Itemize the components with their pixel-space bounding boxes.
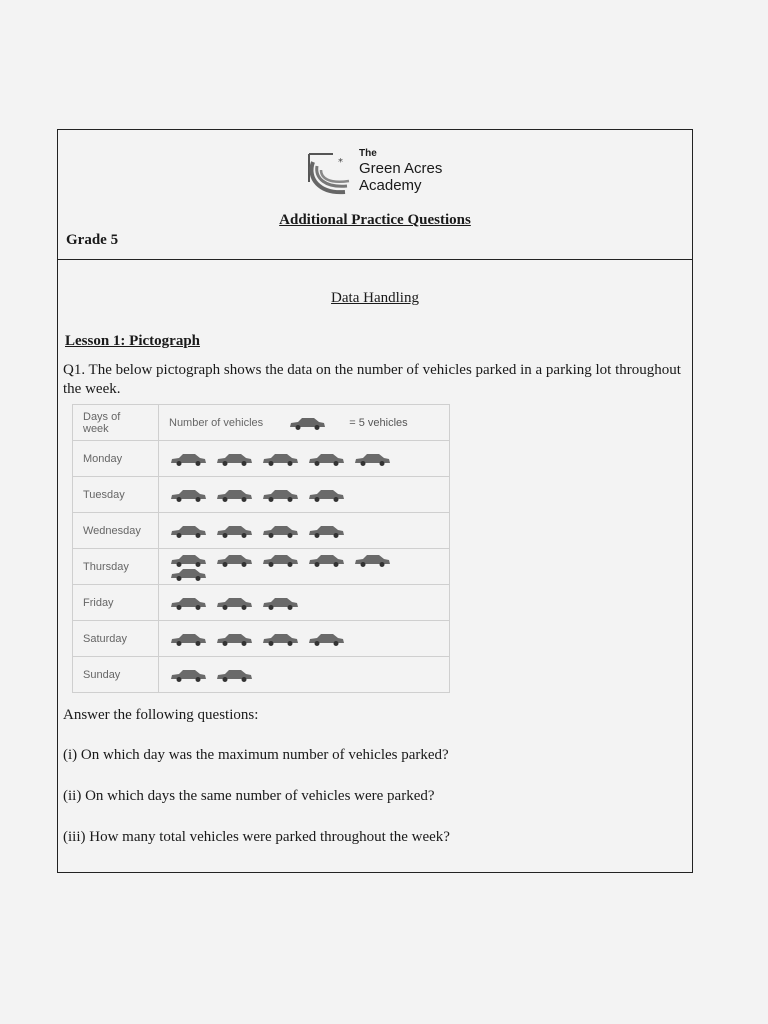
pictograph-row [73,657,450,693]
car-icon [169,596,207,610]
vehicle-icons-cell [159,513,450,549]
pictograph-row [73,549,450,585]
vehicle-icons-cell [159,549,450,585]
school-name-line2: Academy [359,177,422,194]
car-icon [215,553,253,567]
header-count-label: Number of vehicles [169,416,264,429]
day-label: Sunday [83,668,121,681]
day-label: Friday [83,596,114,609]
day-cell [73,621,159,657]
vehicle-icons-cell [159,657,450,693]
car-icon [169,567,207,581]
day-cell [73,585,159,621]
car-icon [169,488,207,502]
school-logo [305,148,465,204]
day-label: Saturday [83,632,128,645]
car-icon [261,632,299,646]
worksheet [57,129,693,873]
day-cell [73,549,159,585]
car-icon [353,452,391,466]
pictograph-table [72,404,450,693]
section-title: Data Handling [331,290,419,306]
car-icon [307,632,345,646]
day-cell [73,657,159,693]
day-label: Tuesday [83,488,125,501]
lesson-title: Lesson 1: Pictograph [65,333,200,349]
car-icon [261,524,299,538]
question-text: Q1. The below pictograph shows the data on the number of vehicles parked in a parking lot throughout the week. [63,362,681,397]
car-icon [261,553,299,567]
answer-heading: Answer the following questions: [63,707,259,723]
question-iii: (iii) How many total vehicles were parked throughout the week? [63,829,450,845]
car-icon [307,524,345,538]
key-text: = 5 vehicles [349,416,408,429]
header-day-cell [73,405,159,441]
car-icon [215,488,253,502]
car-icon [215,452,253,466]
car-icon [307,452,345,466]
car-icon [261,596,299,610]
school-name-prefix: The [359,148,377,159]
car-icon [215,524,253,538]
car-icon [215,596,253,610]
pictograph-row [73,441,450,477]
vehicle-icons-cell [159,585,450,621]
question-i: (i) On which day was the maximum number of vehicles parked? [63,747,449,763]
pictograph-header-row [73,405,450,441]
vehicle-icons-cell [159,441,450,477]
swoosh-logo-icon [305,148,355,204]
vehicle-icons-cell [159,621,450,657]
question-ii: (ii) On which days the same number of vehicles were parked? [63,788,435,804]
car-icon [215,668,253,682]
car-icon [169,668,207,682]
pictograph-row [73,513,450,549]
vehicle-icons-cell [159,477,450,513]
day-cell [73,477,159,513]
car-icon [215,632,253,646]
day-label: Thursday [83,560,129,573]
svg-text:*: * [338,157,343,168]
car-icon [169,452,207,466]
car-icon [169,524,207,538]
day-label: Monday [83,452,123,465]
header-count-cell [159,405,450,441]
pictograph-row [73,477,450,513]
pictograph-row [73,621,450,657]
day-cell [73,441,159,477]
car-icon [288,416,326,430]
car-icon [353,553,391,567]
day-cell [73,513,159,549]
car-icon [169,632,207,646]
pictograph-row [73,585,450,621]
car-icon [307,553,345,567]
car-icon [261,452,299,466]
school-name-line1: Green Acres [359,160,443,177]
sheet-title: Additional Practice Questions [279,212,471,228]
worksheet-header [58,130,692,260]
car-icon [261,488,299,502]
car-icon [307,488,345,502]
grade-label: Grade 5 [66,232,119,248]
day-label: Wednesday [83,524,141,537]
car-icon [169,553,207,567]
header-day-label: Days of week [83,410,121,435]
